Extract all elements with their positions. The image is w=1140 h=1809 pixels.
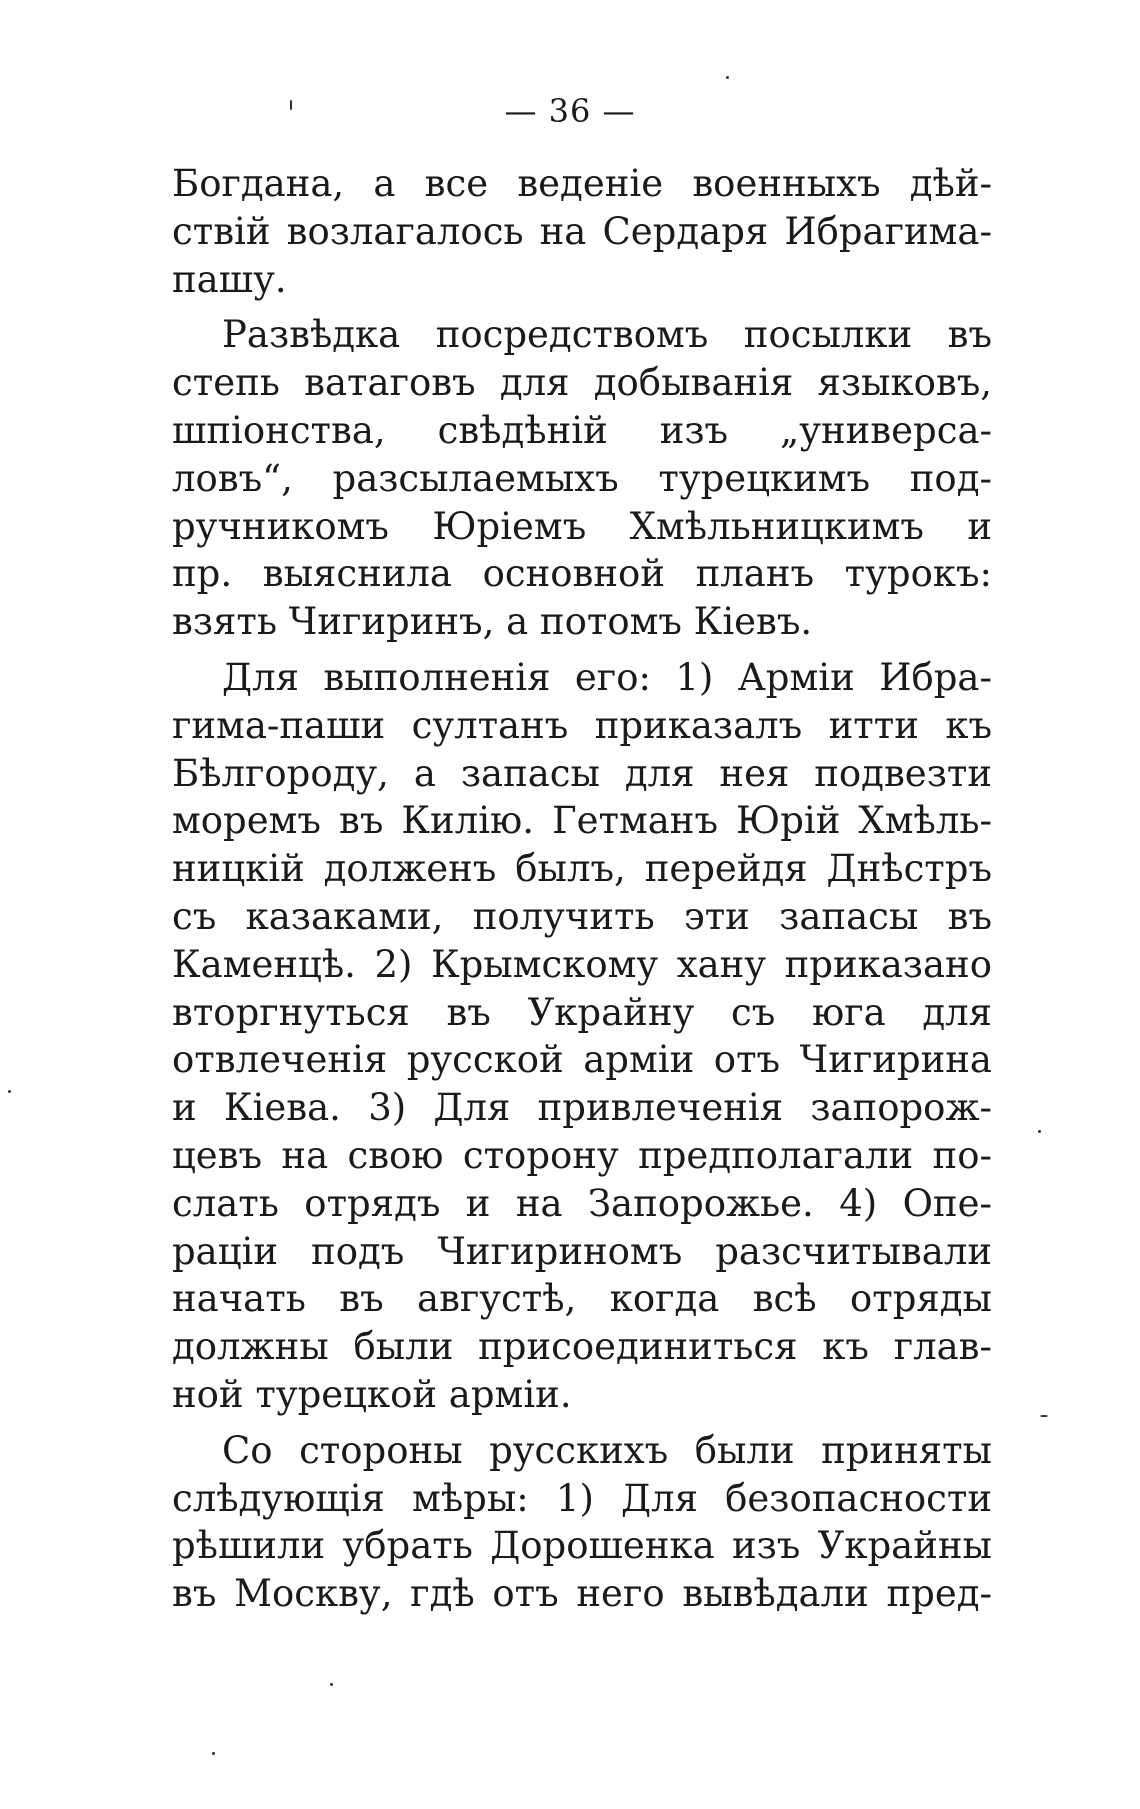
text-line: степь ватаговъ для добыванія языковъ, <box>172 361 992 405</box>
text-line: пашу. <box>172 257 287 301</box>
text-line: Бѣлгороду, а запасы для нея подвезти <box>172 751 992 795</box>
text-line: ручникомъ Юріемъ Хмѣльницкимъ и <box>172 504 992 548</box>
scan-speck <box>290 100 292 110</box>
text-line: слать отрядъ и на Запорожье. 4) Опе- <box>172 1181 992 1225</box>
scan-speck <box>8 1090 11 1093</box>
text-line: въ Москву, гдѣ отъ него вывѣдали пред- <box>172 1572 992 1616</box>
text-line: взять Чигиринъ, а потомъ Кіевъ. <box>172 600 813 644</box>
text-line: ницкій долженъ былъ, перейдя Днѣстръ <box>172 847 992 891</box>
text-line: отвлеченія русской арміи отъ Чигирина <box>172 1038 992 1082</box>
scan-speck <box>1038 1130 1041 1133</box>
text-line: ловъ“, разсылаемыхъ турецкимъ под- <box>172 456 992 500</box>
text-line: ной турецкой арміи. <box>172 1372 572 1416</box>
text-line: слѣдующія мѣры: 1) Для безопасности <box>172 1476 992 1520</box>
scan-speck <box>726 76 729 79</box>
text-line: цевъ на свою сторону предполагали по- <box>172 1133 992 1177</box>
text-line: пр. выяснила основной планъ турокъ: <box>172 552 992 596</box>
text-line: начать въ августѣ, когда всѣ отряды <box>172 1277 992 1321</box>
text-line: Со стороны русскихъ были приняты <box>222 1428 992 1472</box>
page-number: — 36 — <box>504 92 636 130</box>
scan-speck <box>1040 1415 1048 1417</box>
text-line: вторгнуться въ Украйну съ юга для <box>172 990 992 1034</box>
paragraph <box>172 1427 992 1618</box>
text-line: съ казаками, получить эти запасы въ <box>172 894 992 938</box>
text-line: рѣшили убрать Дорошенка изъ Украйны <box>172 1524 992 1568</box>
text-line: Каменцѣ. 2) Крымскому хану приказано <box>172 942 992 986</box>
paragraph <box>172 311 992 646</box>
text-line: Для выполненія его: 1) Арміи Ибра- <box>222 655 992 699</box>
text-line: раціи подъ Чигириномъ разсчитывали <box>172 1229 992 1273</box>
text-line: моремъ въ Килію. Гетманъ Юрій Хмѣль- <box>172 799 992 843</box>
paragraph <box>172 654 992 1419</box>
text-line: и Кіева. 3) Для привлеченія запорож- <box>172 1086 992 1130</box>
text-line: шпіонства, свѣдѣній изъ „универса- <box>172 408 992 452</box>
text-line: ствій возлагалось на Сердаря Ибрагима- <box>172 209 992 253</box>
scan-speck <box>212 1752 215 1755</box>
text-line: должны были присоединиться къ глав- <box>172 1325 992 1369</box>
body-text <box>172 160 992 1618</box>
scan-speck <box>330 1683 333 1686</box>
text-line: гима-паши султанъ приказалъ итти къ <box>172 703 992 747</box>
text-line: Богдана, а все веденіе военныхъ дѣй- <box>172 162 992 205</box>
text-line: Развѣдка посредствомъ посылки въ <box>222 313 992 357</box>
paragraph <box>172 160 992 303</box>
